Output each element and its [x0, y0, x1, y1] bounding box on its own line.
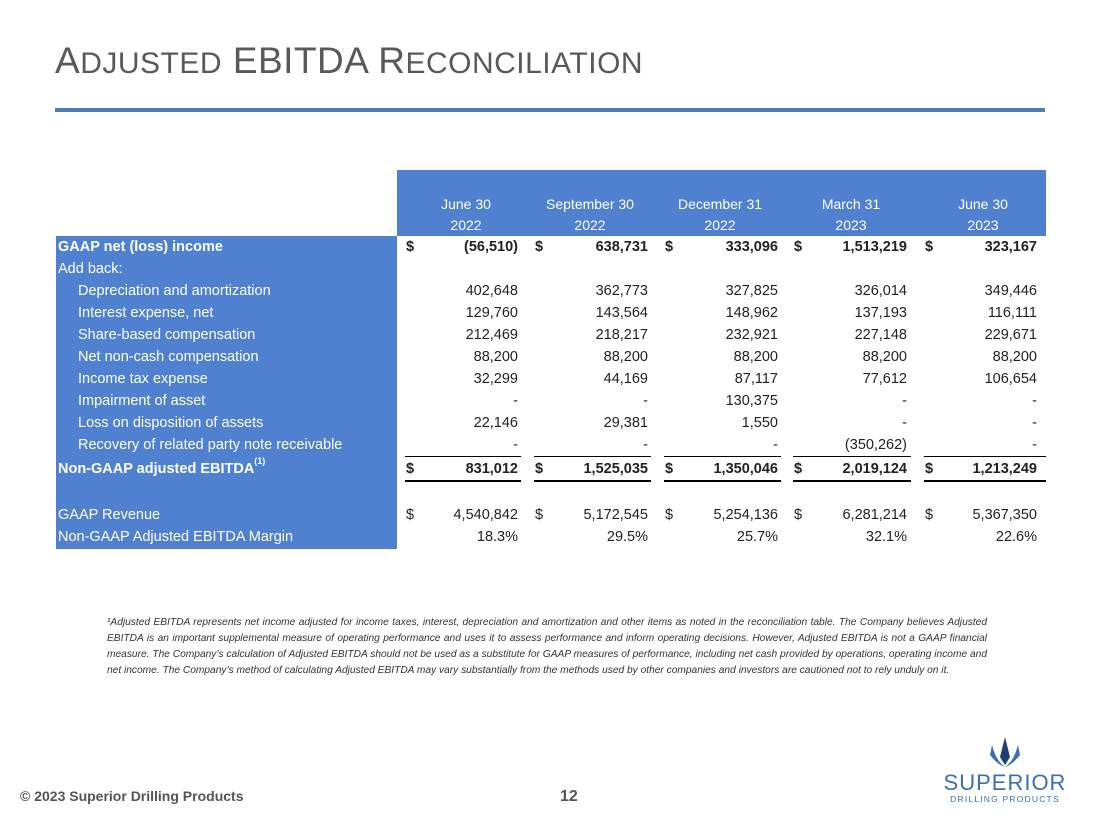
cell-value: 5,367,350 — [972, 507, 1037, 523]
dollar-sign: $ — [535, 239, 544, 255]
cell-value: 5,254,136 — [713, 507, 778, 523]
dollar-sign: $ — [925, 239, 934, 255]
row-label: Income tax expense — [78, 371, 208, 387]
cell-value: - — [1032, 415, 1037, 431]
cell-value: (350,262) — [844, 437, 907, 453]
table-row — [56, 390, 1046, 412]
cell-value: 148,962 — [725, 305, 778, 321]
cell-value: 129,760 — [465, 305, 518, 321]
cell-value: 87,117 — [734, 371, 778, 387]
column-header-period: December 31 — [677, 196, 763, 212]
table-row — [56, 458, 1046, 480]
cell-value: 1,550 — [741, 415, 778, 431]
cell-value: - — [643, 393, 648, 409]
table-rule — [534, 456, 651, 457]
column-header — [401, 194, 531, 236]
table-row — [56, 368, 1046, 390]
cell-value: - — [1032, 393, 1037, 409]
title-underline — [55, 108, 1045, 112]
cell-value: 18.3% — [476, 529, 518, 545]
column-header — [918, 194, 1048, 236]
row-label: GAAP Revenue — [58, 507, 161, 523]
cell-value: 1,213,249 — [972, 461, 1037, 477]
cell-value: 22,146 — [473, 415, 518, 431]
page-title: ADJUSTED EBITDA RECONCILIATION — [55, 40, 644, 81]
table-rule — [405, 456, 521, 457]
dollar-sign: $ — [794, 507, 803, 523]
dollar-sign: $ — [925, 461, 934, 477]
cell-value: (56,510) — [463, 239, 518, 255]
table-row — [56, 236, 1046, 258]
cell-value: 88,200 — [473, 349, 518, 365]
cell-value: 323,167 — [984, 239, 1037, 255]
cell-value: 88,200 — [862, 349, 907, 365]
dollar-sign: $ — [406, 461, 415, 477]
cell-value: 327,825 — [725, 283, 778, 299]
dollar-sign: $ — [406, 507, 415, 523]
cell-value: 5,172,545 — [583, 507, 648, 523]
table-row — [56, 346, 1046, 368]
cell-value: 88,200 — [733, 349, 778, 365]
column-header — [786, 194, 916, 236]
column-header-period: June 30 — [441, 196, 491, 212]
cell-value: 218,217 — [595, 327, 648, 343]
cell-value: 6,281,214 — [842, 507, 907, 523]
table-rule — [534, 480, 651, 482]
cell-value: 77,612 — [862, 371, 907, 387]
cell-value: 229,671 — [984, 327, 1037, 343]
cell-value: 88,200 — [603, 349, 648, 365]
table-row — [56, 504, 1046, 526]
row-label: GAAP net (loss) income — [58, 239, 223, 255]
cell-value: 831,012 — [465, 461, 518, 477]
column-header — [655, 194, 785, 236]
copyright: © 2023 Superior Drilling Products — [20, 788, 244, 804]
footnote: ¹Adjusted EBITDA represents net income adjusted for income taxes, interest, depreciation and amortization and other items as noted in the reconciliation table. The Company believes Adjusted EBITDA is an important supplemental measure of operating performance and uses it to assess performance and inform operating decisions. However, Adjusted EBITDA is not a GAAP financial measure. The Company’s calculation of Adjusted EBITDA should not be used as a substitute for GAAP measures of performance, including net cash provided by operations, operating income and net income. The Company’s method of calculating Adjusted EBITDA may vary substantially from the methods used by other companies and investors are cautioned not to rely unduly on it. — [107, 617, 987, 676]
cell-value: - — [773, 437, 778, 453]
cell-value: 44,169 — [603, 371, 648, 387]
cell-value: - — [902, 393, 907, 409]
cell-value: 402,648 — [465, 283, 518, 299]
page-number: 12 — [560, 788, 578, 805]
table-row — [56, 302, 1046, 324]
dollar-sign: $ — [535, 507, 544, 523]
cell-value: - — [643, 437, 648, 453]
column-header-year: 2023 — [967, 217, 999, 233]
cell-value: 88,200 — [992, 349, 1037, 365]
cell-value: 232,921 — [725, 327, 778, 343]
table-rule — [924, 480, 1046, 482]
cell-value: 1,513,219 — [842, 239, 907, 255]
cell-value: 143,564 — [595, 305, 648, 321]
row-label: Recovery of related party note receivable — [78, 437, 343, 453]
table-rule — [664, 480, 781, 482]
cell-value: 227,148 — [854, 327, 907, 343]
cell-value: 326,014 — [854, 283, 907, 299]
cell-value: - — [513, 393, 518, 409]
cell-value: - — [513, 437, 518, 453]
table-row — [56, 258, 1046, 280]
cell-value: 130,375 — [725, 393, 778, 409]
column-header-year: 2023 — [835, 217, 867, 233]
cell-value: 333,096 — [725, 239, 778, 255]
table-row — [56, 434, 1046, 456]
table-rule — [405, 480, 521, 482]
column-header-year: 2022 — [704, 217, 736, 233]
row-label: Net non-cash compensation — [78, 349, 259, 365]
cell-value: 22.6% — [995, 529, 1037, 545]
dollar-sign: $ — [535, 461, 544, 477]
footnote-marker: (1) — [254, 456, 266, 467]
column-header-year: 2022 — [574, 217, 606, 233]
cell-value: 2,019,124 — [842, 461, 907, 477]
row-label: Share-based compensation — [78, 327, 256, 343]
table-rule — [664, 456, 781, 457]
cell-value: - — [902, 415, 907, 431]
column-header-period: March 31 — [821, 196, 881, 212]
dollar-sign: $ — [406, 239, 415, 255]
cell-value: - — [1032, 437, 1037, 453]
cell-value: 1,350,046 — [713, 461, 778, 477]
cell-value: 32.1% — [865, 529, 907, 545]
dollar-sign: $ — [665, 461, 674, 477]
column-header-period: June 30 — [958, 196, 1008, 212]
row-label: Interest expense, net — [78, 305, 214, 321]
table-rule — [793, 456, 911, 457]
cell-value: 116,111 — [987, 305, 1037, 321]
cell-value: 32,299 — [473, 371, 518, 387]
dollar-sign: $ — [794, 461, 803, 477]
row-label: Impairment of asset — [78, 393, 206, 409]
dollar-sign: $ — [794, 239, 803, 255]
cell-value: 29.5% — [606, 529, 648, 545]
column-header-year: 2022 — [450, 217, 482, 233]
logo-subtitle: DRILLING PRODUCTS — [950, 794, 1060, 804]
table-row — [56, 526, 1046, 548]
dollar-sign: $ — [665, 507, 674, 523]
table-row — [56, 280, 1046, 302]
cell-value: 106,654 — [984, 371, 1037, 387]
table-row — [56, 324, 1046, 346]
cell-value: 29,381 — [603, 415, 648, 431]
cell-value: 349,446 — [984, 283, 1037, 299]
row-label: Add back: — [58, 261, 123, 277]
dollar-sign: $ — [925, 507, 934, 523]
dollar-sign: $ — [665, 239, 674, 255]
cell-value: 212,469 — [465, 327, 518, 343]
row-label: Depreciation and amortization — [78, 283, 271, 299]
cell-value: 362,773 — [595, 283, 648, 299]
table-rule — [793, 480, 911, 482]
cell-value: 137,193 — [854, 305, 907, 321]
column-header-period: September 30 — [546, 196, 634, 212]
cell-value: 1,525,035 — [583, 461, 648, 477]
row-label: Non-GAAP adjusted EBITDA$^{(1)}$ — [58, 456, 266, 477]
cell-value: 638,731 — [595, 239, 648, 255]
cell-value: 4,540,842 — [453, 507, 518, 523]
table-row — [56, 412, 1046, 434]
row-label: Non-GAAP Adjusted EBITDA Margin — [58, 529, 294, 545]
table-rule — [924, 456, 1046, 457]
column-header — [525, 194, 655, 236]
logo-name: SUPERIOR — [943, 770, 1067, 795]
cell-value: 25.7% — [736, 529, 778, 545]
row-label: Loss on disposition of assets — [78, 415, 264, 431]
